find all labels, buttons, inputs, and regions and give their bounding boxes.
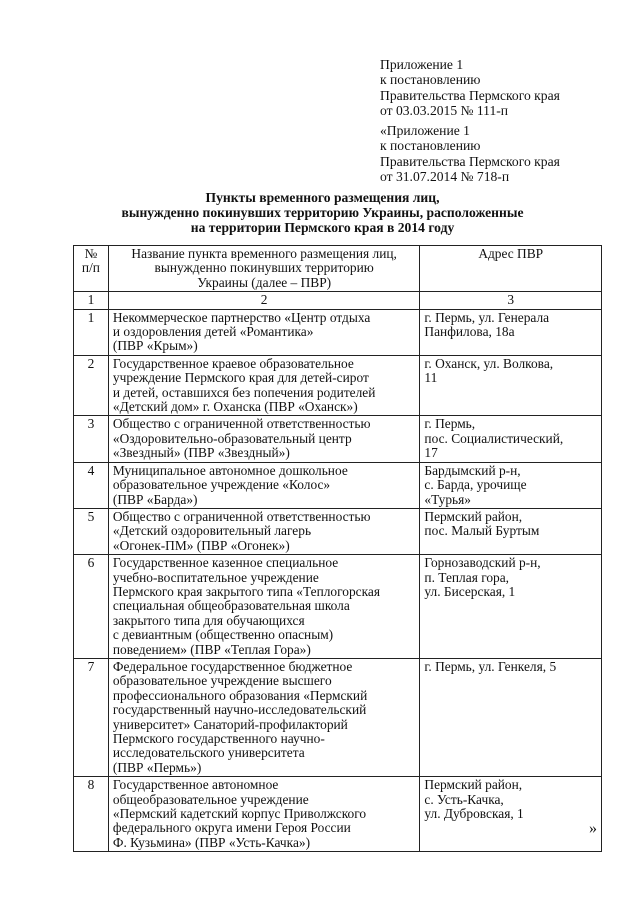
pvr-name-line: закрытого типа для обучающихся (112, 612, 305, 628)
title-line: вынужденно покинувших территорию Украины, расположенные (121, 204, 524, 220)
column-number: 2 (108, 292, 420, 309)
pvr-name-line: «Детский оздоровительный лагерь (112, 523, 312, 539)
title-line: на территории Пермского края в 2014 году (190, 219, 455, 235)
row-number: 6 (74, 555, 109, 659)
pvr-name (108, 355, 420, 416)
pvr-name-line: университет» Санаторий-профилакторий (112, 716, 348, 732)
pvr-address (420, 777, 602, 852)
pvr-name-line: Пермского государственного научно- (112, 731, 325, 746)
pvr-name-line: учебно-воспитательное учреждение (112, 569, 319, 585)
pvr-name-line: общеобразовательное учреждение (112, 791, 309, 807)
row-number: 1 (74, 309, 109, 355)
header-name: Название пункта временного размещения лиц, вынужденно покинувших территорию Украины (далее – ПВР) (108, 246, 420, 292)
pvr-name-line: Государственное автономное (112, 777, 279, 793)
pvr-name (108, 658, 420, 776)
table-header-row (74, 246, 602, 292)
pvr-name-line: поведением» (ПВР «Теплая Гора») (112, 641, 311, 657)
pvr-name-line: образовательное учреждение высшего (112, 673, 332, 689)
pvr-address-line: ул. Бисерская, 1 (424, 583, 516, 599)
title-line: Пункты временного размещения лиц, (205, 190, 440, 205)
column-number: 3 (420, 292, 602, 309)
table-row (74, 355, 602, 416)
row-number: 5 (74, 508, 109, 554)
pvr-address-line: ул. Дубровская, 1 (424, 806, 524, 822)
pvr-name-line: «Звездный» (ПВР «Звездный») (112, 445, 290, 461)
pvr-address-line: г. Оханск, ул. Волкова, (424, 355, 554, 371)
pvr-address (420, 658, 602, 776)
pvr-name-line: государственный научно-исследовательский (112, 702, 367, 718)
pvr-address-line: Бардымский р-н, (424, 462, 521, 478)
pvr-name-line: специальная общеобразовательная школа (112, 598, 350, 614)
table-row (74, 462, 602, 508)
pvr-name-line: Государственное казенное специальное (112, 555, 339, 571)
pvr-name-line: (ПВР «Пермь») (112, 759, 202, 775)
header-num: № п/п (74, 246, 109, 292)
pvr-name-line: Пермского края закрытого типа «Теплогорская (112, 583, 381, 599)
pvr-address (420, 555, 602, 659)
pvr-name-line: Федеральное государственное бюджетное (112, 658, 353, 674)
appendix-line: к постановлению (380, 138, 481, 154)
pvr-name-line: с девиантным (общественно опасным) (112, 627, 334, 643)
pvr-name-line: и детей, оставшихся без попечения родителей (112, 384, 376, 400)
pvr-name-line: Государственное краевое образовательное (112, 355, 354, 371)
row-number: 7 (74, 658, 109, 776)
pvr-address-line: Пермский район, (424, 777, 523, 793)
pvr-address-line: п. Теплая гора, (424, 569, 510, 585)
pvr-name-line: образовательное учреждение «Колос» (112, 477, 331, 493)
pvr-name-line: учреждение Пермского края для детей-сирот (112, 370, 369, 386)
pvr-address-line: Горнозаводский р-н, (424, 555, 541, 571)
table-row (74, 555, 602, 659)
pvr-address-line: пос. Социалистический, (424, 430, 564, 446)
pvr-address-line: Пермский район, (424, 508, 523, 524)
pvr-name-line: (ПВР «Барда») (112, 491, 198, 507)
pvr-name-line: «Пермский кадетский корпус Приволжского (112, 806, 367, 822)
pvr-name-line: (ПВР «Крым») (112, 338, 198, 354)
closing-quote: » (589, 820, 597, 837)
pvr-name-line: Некоммерческое партнерство «Центр отдыха (112, 309, 371, 325)
pvr-name-line: Общество с ограниченной ответственностью (112, 416, 371, 432)
pvr-name-line: и оздоровления детей «Романтика» (112, 324, 314, 340)
pvr-address-line: «Турья» (424, 491, 471, 507)
appendix-current (380, 57, 630, 119)
pvr-name-line: исследовательского университета (112, 745, 305, 761)
pvr-name (108, 508, 420, 554)
row-number: 2 (74, 355, 109, 416)
pvr-address (420, 355, 602, 416)
pvr-name-line: «Огонек-ПМ» (ПВР «Огонек») (112, 537, 290, 553)
document-title (60, 191, 585, 235)
row-number: 4 (74, 462, 109, 508)
pvr-address-line: Панфилова, 18а (424, 324, 515, 340)
pvr-name (108, 777, 420, 852)
pvr-name-line: Ф. Кузьмина» (ПВР «Усть-Качка») (112, 834, 311, 850)
table-row (74, 416, 602, 462)
pvr-address (420, 416, 602, 462)
appendix-line: «Приложение 1 (380, 123, 470, 138)
pvr-name (108, 416, 420, 462)
table-row (74, 777, 602, 852)
appendix-line: Приложение 1 (380, 57, 464, 72)
table-row (74, 309, 602, 355)
table-body (74, 309, 602, 852)
pvr-address (420, 462, 602, 508)
row-number: 3 (74, 416, 109, 462)
appendix-original (380, 123, 630, 185)
appendix-line: Правительства Пермского края (380, 87, 560, 103)
pvr-address (420, 508, 602, 554)
table-row (74, 658, 602, 776)
row-number: 8 (74, 777, 109, 852)
pvr-name-line: «Оздоровительно-образовательный центр (112, 430, 352, 446)
header-address: Адрес ПВР (420, 246, 602, 292)
pvr-name-line: профессионального образования «Пермский (112, 687, 368, 703)
column-number: 1 (74, 292, 109, 309)
pvr-address (420, 309, 602, 355)
pvr-address-line: пос. Малый Буртым (424, 523, 540, 539)
pvr-address-line: 11 (424, 370, 438, 386)
pvr-address-line: г. Пермь, ул. Генерала (424, 309, 550, 325)
pvr-name-line: Общество с ограниченной ответственностью (112, 508, 371, 524)
appendix-line: к постановлению (380, 72, 481, 88)
pvr-address-line: г. Пермь, ул. Генкеля, 5 (424, 658, 557, 674)
table-row (74, 508, 602, 554)
pvr-address-line: 17 (424, 445, 438, 461)
pvr-name-line: федерального округа имени Героя России (112, 820, 351, 836)
appendix-line: от 03.03.2015 № 111-п (380, 103, 509, 119)
pvr-name (108, 462, 420, 508)
pvr-name-line: «Детский дом» г. Оханска (ПВР «Оханск») (112, 399, 358, 415)
pvr-address-line: с. Барда, урочище (424, 477, 527, 493)
pvr-address-line: с. Усть-Качка, (424, 791, 504, 807)
appendix-line: Правительства Пермского края (380, 153, 560, 169)
pvr-name (108, 309, 420, 355)
pvr-address-line: г. Пермь, (424, 416, 476, 432)
pvr-name (108, 555, 420, 659)
column-number-row (74, 292, 602, 309)
pvr-name-line: Муниципальное автономное дошкольное (112, 462, 348, 478)
appendix-line: от 31.07.2014 № 718-п (380, 169, 510, 185)
pvr-table (73, 245, 602, 852)
